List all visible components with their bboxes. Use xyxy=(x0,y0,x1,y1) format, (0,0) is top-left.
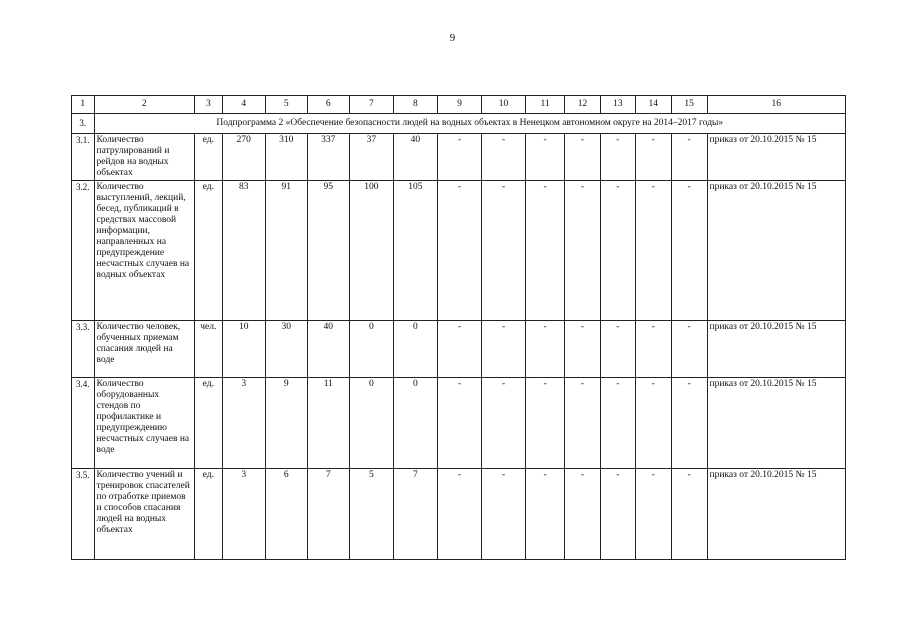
table-row xyxy=(72,134,846,181)
row-number: 3.2. xyxy=(72,181,95,321)
value-cell: 37 xyxy=(349,134,393,181)
table-row xyxy=(72,378,846,469)
value-cell: 6 xyxy=(265,469,307,560)
indicator-name: Количество выступлений, лекций, бесед, публикаций в средствах массовой информации, направленных на предупреждение несчастных случаев на водных объектах xyxy=(94,181,194,321)
value-cell: 40 xyxy=(307,321,349,378)
value-cell: - xyxy=(437,321,481,378)
value-cell: - xyxy=(482,378,526,469)
value-cell: 7 xyxy=(307,469,349,560)
value-cell: - xyxy=(635,469,671,560)
header-cell: 15 xyxy=(671,96,707,114)
table-row xyxy=(72,321,846,378)
header-cell: 8 xyxy=(393,96,437,114)
value-cell: - xyxy=(600,378,635,469)
page-number: 9 xyxy=(449,32,456,44)
table-row xyxy=(72,469,846,560)
subprogram-number: 3. xyxy=(72,114,95,134)
value-cell: - xyxy=(437,181,481,321)
value-cell: - xyxy=(671,134,707,181)
value-cell: 0 xyxy=(349,378,393,469)
header-cell: 7 xyxy=(349,96,393,114)
value-cell: 95 xyxy=(307,181,349,321)
value-cell: 310 xyxy=(265,134,307,181)
value-cell: 30 xyxy=(265,321,307,378)
value-cell: - xyxy=(671,321,707,378)
value-cell: 337 xyxy=(307,134,349,181)
basis-cell: приказ от 20.10.2015 № 15 xyxy=(707,378,845,469)
value-cell: 3 xyxy=(222,378,265,469)
header-cell: 16 xyxy=(707,96,845,114)
value-cell: - xyxy=(600,181,635,321)
value-cell: - xyxy=(671,378,707,469)
unit-cell: ед. xyxy=(195,378,223,469)
header-cell: 1 xyxy=(72,96,95,114)
basis-cell: приказ от 20.10.2015 № 15 xyxy=(707,469,845,560)
table-row xyxy=(72,181,846,321)
header-cell: 10 xyxy=(482,96,526,114)
value-cell: - xyxy=(600,469,635,560)
value-cell: 0 xyxy=(393,378,437,469)
header-cell: 3 xyxy=(195,96,223,114)
value-cell: 91 xyxy=(265,181,307,321)
value-cell: 105 xyxy=(393,181,437,321)
indicator-name: Количество патрулирований и рейдов на водных объектах xyxy=(94,134,194,181)
unit-cell: чел. xyxy=(195,321,223,378)
unit-cell: ед. xyxy=(195,134,223,181)
value-cell: - xyxy=(565,181,601,321)
value-cell: 100 xyxy=(349,181,393,321)
value-cell: - xyxy=(635,134,671,181)
value-cell: 5 xyxy=(349,469,393,560)
value-cell: - xyxy=(482,134,526,181)
header-cell: 13 xyxy=(600,96,635,114)
row-number: 3.4. xyxy=(72,378,95,469)
value-cell: - xyxy=(482,321,526,378)
value-cell: 40 xyxy=(393,134,437,181)
unit-cell: ед. xyxy=(195,469,223,560)
value-cell: - xyxy=(565,469,601,560)
value-cell: 83 xyxy=(222,181,265,321)
value-cell: - xyxy=(600,321,635,378)
value-cell: 270 xyxy=(222,134,265,181)
basis-cell: приказ от 20.10.2015 № 15 xyxy=(707,181,845,321)
header-cell: 9 xyxy=(437,96,481,114)
value-cell: - xyxy=(437,134,481,181)
value-cell: - xyxy=(437,469,481,560)
indicator-name: Количество оборудованных стендов по профилактике и предупреждению несчастных случаев на воде xyxy=(94,378,194,469)
header-row xyxy=(72,96,846,114)
indicator-name: Количество человек, обученных приемам спасания людей на воде xyxy=(94,321,194,378)
row-number: 3.3. xyxy=(72,321,95,378)
value-cell: - xyxy=(671,469,707,560)
header-cell: 6 xyxy=(307,96,349,114)
subprogram-title: Подпрограмма 2 «Обеспечение безопасности людей на водных объектах в Ненецком автономном округе на 2014–2017 годы» xyxy=(94,114,845,134)
value-cell: 0 xyxy=(349,321,393,378)
header-cell: 2 xyxy=(94,96,194,114)
value-cell: 0 xyxy=(393,321,437,378)
value-cell: - xyxy=(482,469,526,560)
value-cell: - xyxy=(526,469,565,560)
value-cell: - xyxy=(635,321,671,378)
value-cell: 9 xyxy=(265,378,307,469)
basis-cell: приказ от 20.10.2015 № 15 xyxy=(707,321,845,378)
row-number: 3.5. xyxy=(72,469,95,560)
subprogram-row xyxy=(72,114,846,134)
value-cell: 11 xyxy=(307,378,349,469)
value-cell: - xyxy=(526,181,565,321)
value-cell: 10 xyxy=(222,321,265,378)
value-cell: - xyxy=(671,181,707,321)
header-cell: 11 xyxy=(526,96,565,114)
value-cell: - xyxy=(526,321,565,378)
value-cell: - xyxy=(635,181,671,321)
value-cell: - xyxy=(437,378,481,469)
header-cell: 4 xyxy=(222,96,265,114)
value-cell: - xyxy=(565,378,601,469)
indicator-name: Количество учений и тренировок спасателей по отработке приемов и способов спасания людей на водных объектах xyxy=(94,469,194,560)
header-cell: 14 xyxy=(635,96,671,114)
header-cell: 5 xyxy=(265,96,307,114)
value-cell: 7 xyxy=(393,469,437,560)
indicators-table xyxy=(71,95,846,560)
value-cell: - xyxy=(565,134,601,181)
row-number: 3.1. xyxy=(72,134,95,181)
value-cell: - xyxy=(635,378,671,469)
value-cell: 3 xyxy=(222,469,265,560)
unit-cell: ед. xyxy=(195,181,223,321)
value-cell: - xyxy=(482,181,526,321)
value-cell: - xyxy=(526,134,565,181)
value-cell: - xyxy=(600,134,635,181)
value-cell: - xyxy=(526,378,565,469)
basis-cell: приказ от 20.10.2015 № 15 xyxy=(707,134,845,181)
value-cell: - xyxy=(565,321,601,378)
header-cell: 12 xyxy=(565,96,601,114)
